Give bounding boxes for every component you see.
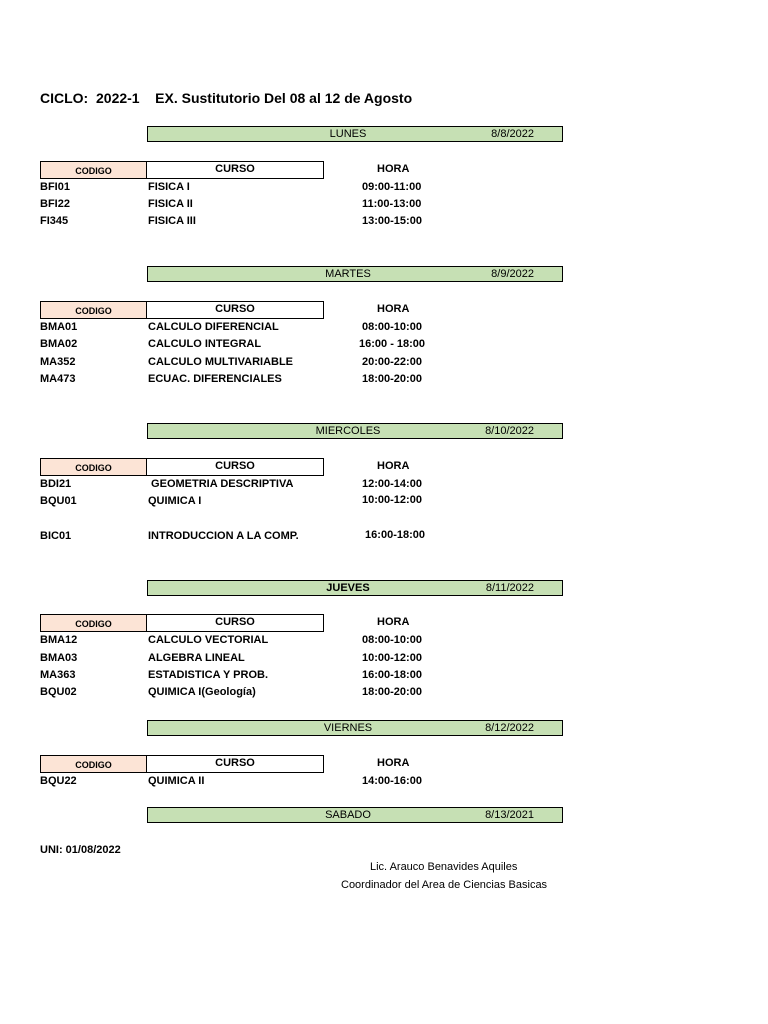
signer-role: Coordinador del Area de Ciencias Basicas [341, 879, 548, 891]
curso-header: CURSO [147, 301, 324, 319]
course-name: ALGEBRA LINEAL [148, 652, 245, 664]
day-name: LUNES [329, 128, 367, 140]
curso-header: CURSO [147, 614, 324, 632]
hora-header: HORA [377, 757, 410, 769]
day-band-martes [147, 266, 563, 282]
course-code: BQU01 [40, 495, 77, 507]
codigo-header: CODIGO [40, 161, 147, 179]
course-code: MA363 [40, 669, 76, 681]
course-code: BIC01 [40, 530, 72, 542]
course-name: CALCULO DIFERENCIAL [148, 321, 279, 333]
hora-header: HORA [377, 616, 410, 628]
course-name: INTRODUCCION A LA COMP. [148, 530, 299, 542]
codigo-header: CODIGO [40, 301, 147, 319]
course-code: MA352 [40, 356, 76, 368]
course-time: 12:00-14:00 [362, 478, 422, 490]
day-band-sabado [147, 807, 563, 823]
course-time: 09:00-11:00 [362, 181, 422, 193]
curso-header: CURSO [147, 161, 324, 179]
hora-header: HORA [377, 163, 410, 175]
course-time: 08:00-10:00 [362, 634, 422, 646]
day-date: 8/13/2021 [485, 809, 534, 821]
curso-header: CURSO [147, 458, 324, 476]
course-time: 16:00 - 18:00 [359, 338, 426, 350]
course-name: CALCULO INTEGRAL [148, 338, 262, 350]
day-date: 8/10/2022 [485, 425, 534, 437]
course-time: 10:00-12:00 [362, 652, 422, 664]
course-code: BDI21 [40, 478, 72, 490]
signer-name: Lic. Arauco Benavides Aquiles [370, 861, 518, 873]
course-code: FI345 [40, 215, 69, 227]
day-band-miercoles [147, 423, 563, 439]
course-time: 20:00-22:00 [362, 356, 422, 368]
codigo-header: CODIGO [40, 614, 147, 632]
day-band-lunes [147, 126, 563, 142]
day-name: SABADO [325, 809, 371, 821]
course-time: 16:00-18:00 [362, 669, 422, 681]
course-code: BMA01 [40, 321, 78, 333]
course-name: QUIMICA I(Geología) [148, 686, 256, 698]
course-name: CALCULO MULTIVARIABLE [148, 356, 294, 368]
codigo-header: CODIGO [40, 755, 147, 773]
day-date: 8/9/2022 [491, 268, 534, 280]
hora-header: HORA [377, 460, 410, 472]
course-code: BFI22 [40, 198, 70, 210]
course-code: BQU22 [40, 775, 77, 787]
course-time: 10:00-12:00 [362, 494, 422, 506]
course-code: BQU02 [40, 686, 77, 698]
day-band-jueves [147, 580, 563, 596]
course-code: BFI01 [40, 181, 70, 193]
day-date: 8/12/2022 [485, 722, 534, 734]
course-code: MA473 [40, 373, 76, 385]
day-name: MARTES [325, 268, 371, 280]
course-name: CALCULO VECTORIAL [148, 634, 269, 646]
course-time: 18:00-20:00 [362, 373, 422, 385]
course-name: QUIMICA II [148, 775, 205, 787]
day-name: MIERCOLES [315, 425, 381, 437]
course-code: BMA12 [40, 634, 78, 646]
course-time: 13:00-15:00 [362, 215, 422, 227]
day-name: VIERNES [323, 722, 373, 734]
course-name: FISICA I [148, 181, 190, 193]
hora-header: HORA [377, 303, 410, 315]
course-code: BMA02 [40, 338, 78, 350]
day-band-viernes [147, 720, 563, 736]
course-code: BMA03 [40, 652, 78, 664]
course-time: 18:00-20:00 [362, 686, 422, 698]
course-name: FISICA III [148, 215, 196, 227]
issue-date: UNI: 01/08/2022 [40, 844, 121, 856]
course-name: FISICA II [148, 198, 193, 210]
course-name: GEOMETRIA DESCRIPTIVA [148, 478, 294, 490]
curso-header: CURSO [147, 755, 324, 773]
course-time: 11:00-13:00 [362, 198, 422, 210]
day-name: JUEVES [326, 582, 370, 594]
day-date: 8/11/2022 [485, 582, 534, 594]
day-date: 8/8/2022 [491, 128, 534, 140]
page-title: CICLO: 2022-1 EX. Sustitutorio Del 08 al 12 de Agosto [40, 90, 413, 106]
course-name: ESTADISTICA Y PROB. [148, 669, 269, 681]
codigo-header: CODIGO [40, 458, 147, 476]
course-time: 08:00-10:00 [362, 321, 422, 333]
course-name: ECUAC. DIFERENCIALES [148, 373, 282, 385]
course-time: 14:00-16:00 [362, 775, 422, 787]
course-name: QUIMICA I [148, 495, 202, 507]
course-time: 16:00-18:00 [362, 529, 425, 541]
